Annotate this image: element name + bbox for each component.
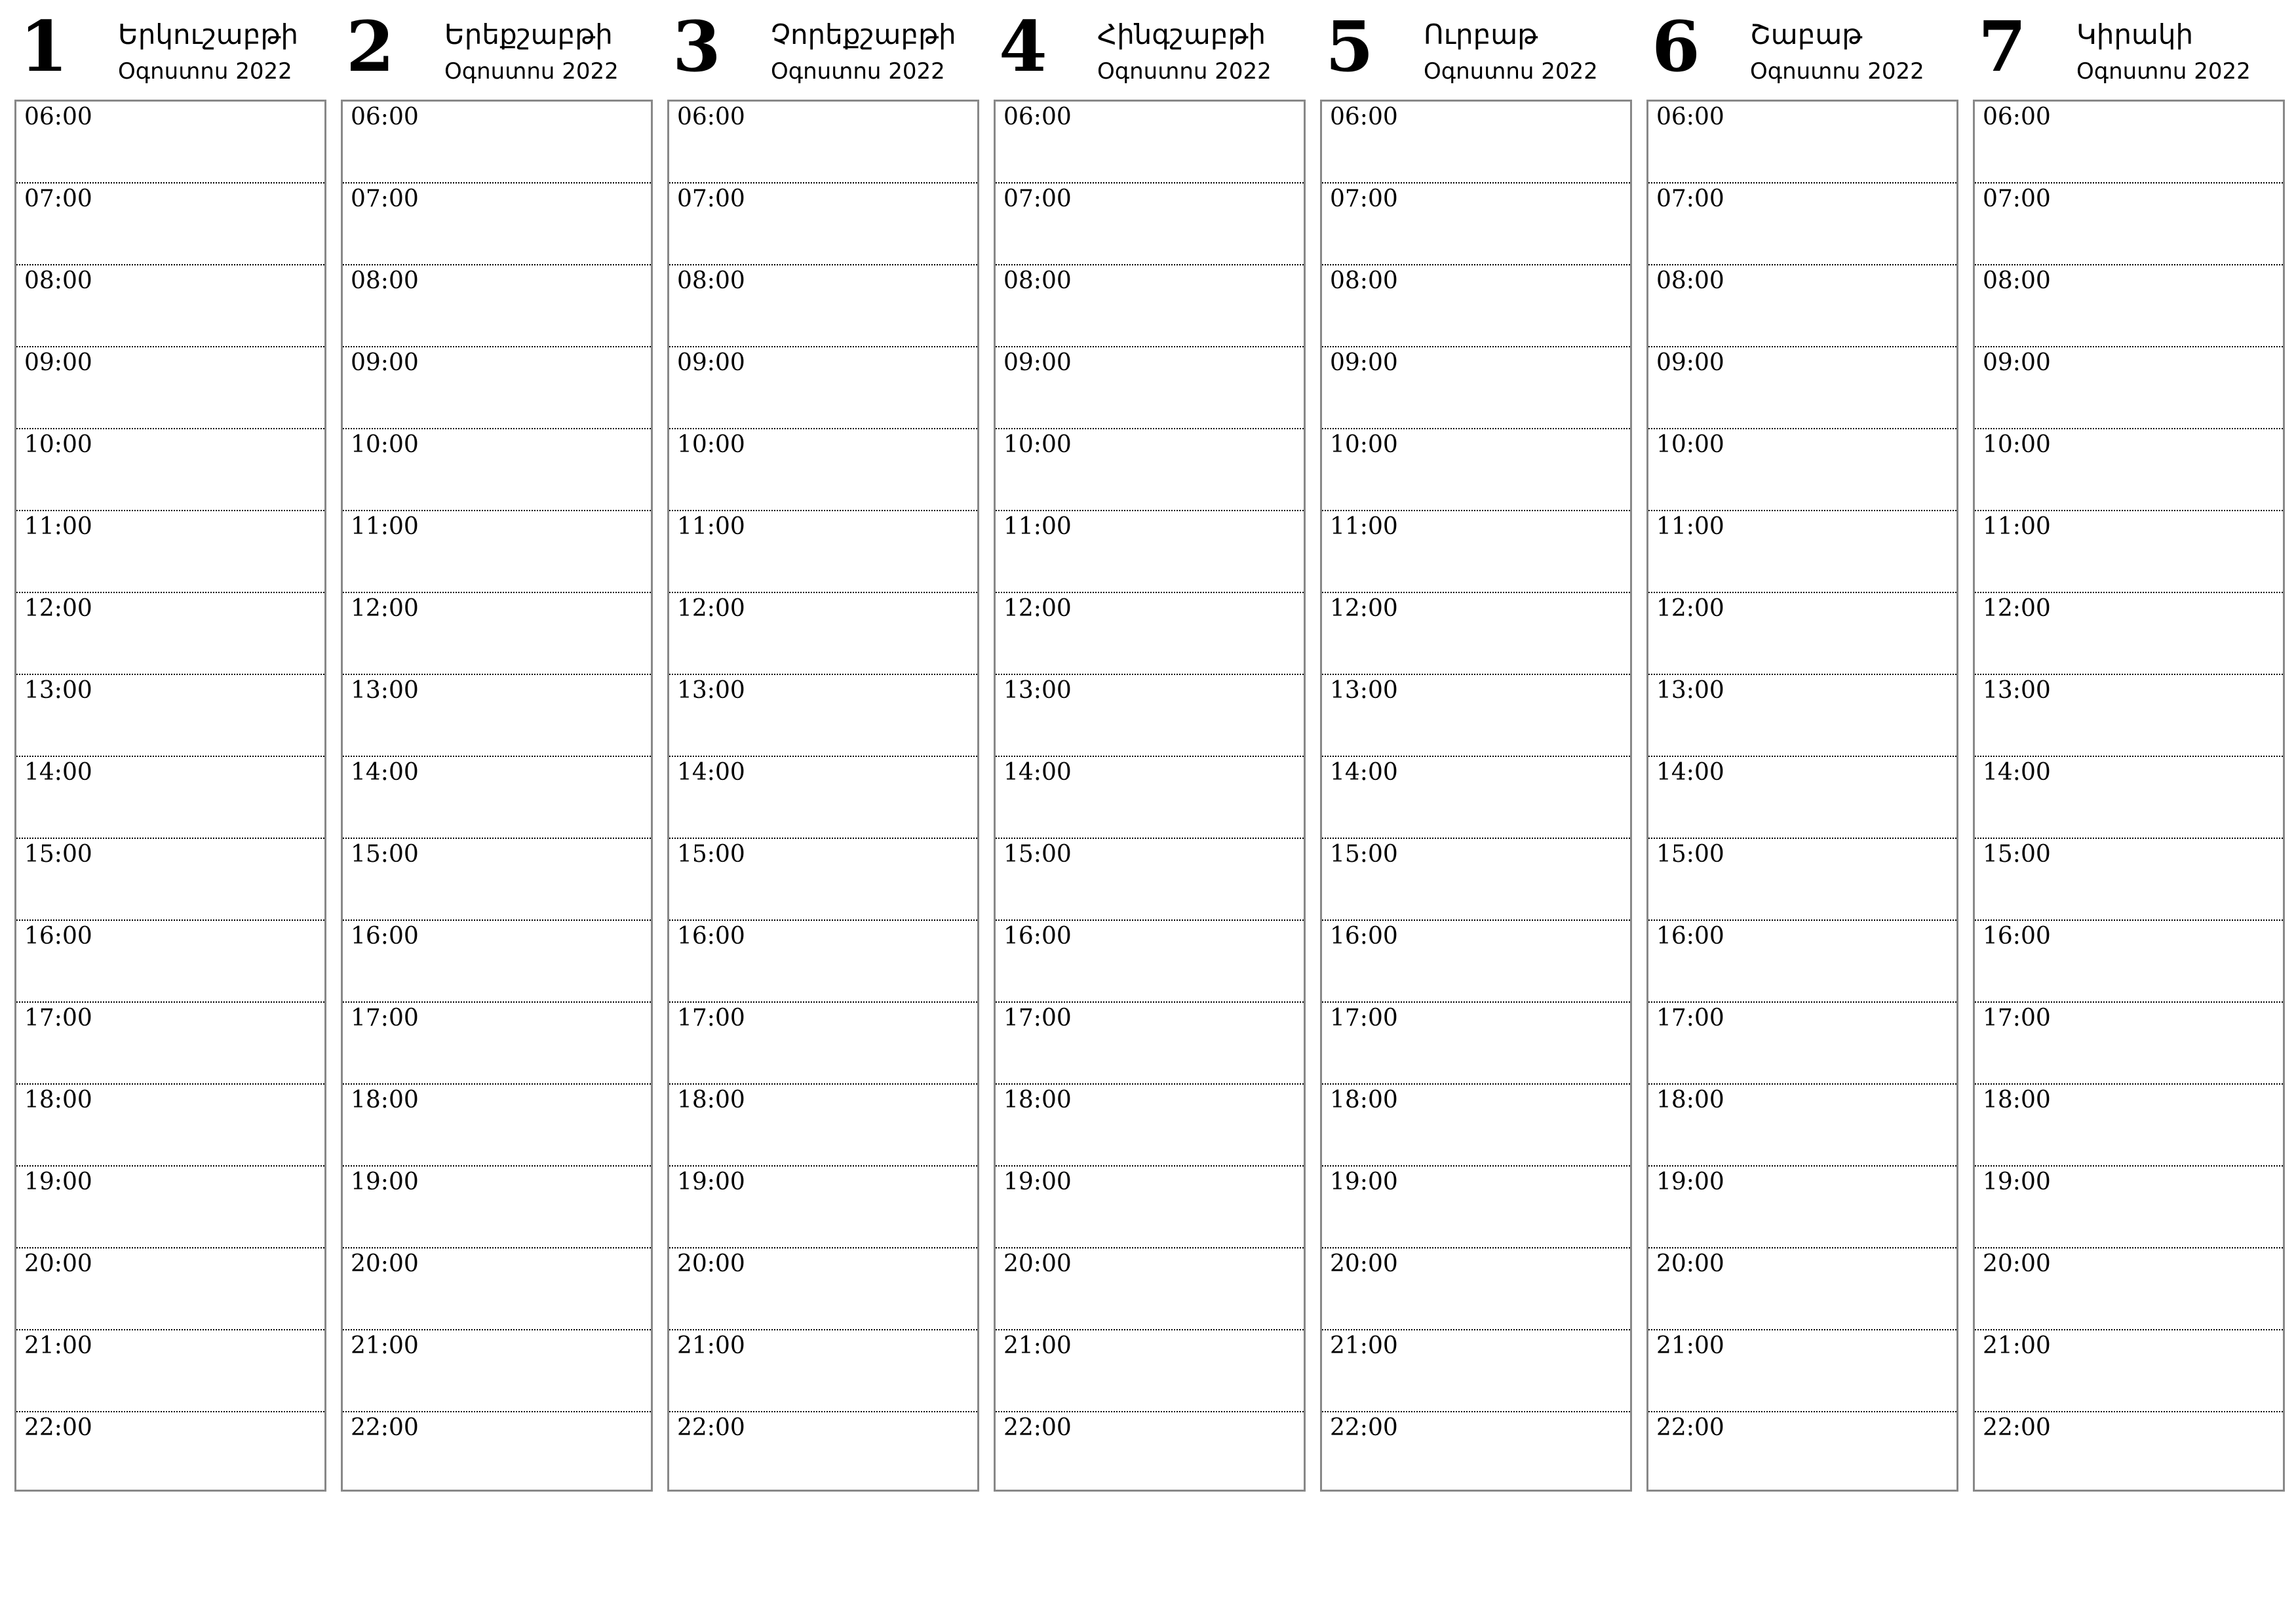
time-slot[interactable] — [996, 1412, 1304, 1494]
time-slot[interactable] — [343, 757, 651, 839]
time-label: 22:00 — [1330, 1414, 1398, 1441]
time-slot[interactable] — [343, 347, 651, 429]
time-slot[interactable] — [996, 1330, 1304, 1412]
time-slot[interactable] — [343, 102, 651, 184]
time-label: 06:00 — [1983, 104, 2051, 130]
time-label: 06:00 — [1656, 104, 1724, 130]
time-slot[interactable] — [343, 1330, 651, 1412]
day-schedule-box — [1646, 100, 1958, 1492]
time-slot[interactable] — [343, 1248, 651, 1330]
day-column-2 — [341, 0, 654, 1501]
time-slot[interactable] — [1975, 1412, 2283, 1494]
time-label: 13:00 — [1330, 677, 1398, 704]
time-label: 10:00 — [24, 431, 92, 458]
time-label: 13:00 — [1656, 677, 1724, 704]
time-label: 08:00 — [1656, 267, 1724, 294]
day-column-5 — [1320, 0, 1633, 1501]
time-slot[interactable] — [1648, 184, 1956, 265]
time-label: 12:00 — [1656, 595, 1724, 622]
time-label: 17:00 — [1330, 1005, 1398, 1032]
time-label: 18:00 — [677, 1087, 745, 1113]
time-label: 22:00 — [1983, 1414, 2051, 1441]
time-label: 15:00 — [24, 841, 92, 868]
time-slot[interactable] — [1648, 1330, 1956, 1412]
time-label: 11:00 — [677, 513, 745, 540]
time-slot[interactable] — [1322, 102, 1630, 184]
day-month-year: Օգոստոս 2022 — [2076, 58, 2251, 85]
day-month-year: Օգոստոս 2022 — [1097, 58, 1272, 85]
time-label: 08:00 — [677, 267, 745, 294]
time-slot[interactable] — [996, 675, 1304, 757]
time-label: 15:00 — [1656, 841, 1724, 868]
day-column-1 — [14, 0, 328, 1501]
time-slot[interactable] — [16, 511, 324, 593]
time-slot[interactable] — [1975, 511, 2283, 593]
time-slot[interactable] — [343, 839, 651, 921]
time-label: 18:00 — [1003, 1087, 1072, 1113]
time-label: 08:00 — [351, 267, 419, 294]
time-label: 18:00 — [24, 1087, 92, 1113]
day-header — [341, 0, 654, 100]
day-schedule-box — [341, 100, 653, 1492]
time-slot[interactable] — [1975, 1085, 2283, 1167]
time-label: 06:00 — [351, 104, 419, 130]
time-slot[interactable] — [669, 265, 977, 347]
day-schedule-box — [14, 100, 326, 1492]
day-name: Չորեքշաբթի — [771, 18, 956, 50]
time-label: 13:00 — [1003, 677, 1072, 704]
time-label: 14:00 — [1656, 759, 1724, 786]
day-name: Հինգշաբթի — [1097, 18, 1266, 50]
time-label: 22:00 — [1656, 1414, 1724, 1441]
time-slot[interactable] — [1322, 1003, 1630, 1085]
time-label: 13:00 — [677, 677, 745, 704]
time-slot[interactable] — [996, 1248, 1304, 1330]
time-label: 11:00 — [1656, 513, 1724, 540]
time-label: 20:00 — [1983, 1250, 2051, 1277]
time-slot[interactable] — [16, 1003, 324, 1085]
day-schedule-box — [1973, 100, 2285, 1492]
time-slot[interactable] — [343, 1412, 651, 1494]
day-month-year: Օգոստոս 2022 — [118, 58, 292, 85]
time-slot[interactable] — [996, 1167, 1304, 1248]
time-label: 22:00 — [1003, 1414, 1072, 1441]
time-slot[interactable] — [343, 593, 651, 675]
time-slot[interactable] — [1975, 675, 2283, 757]
time-slot[interactable] — [1648, 839, 1956, 921]
time-slot[interactable] — [16, 757, 324, 839]
time-slot[interactable] — [1322, 1330, 1630, 1412]
time-slot[interactable] — [669, 839, 977, 921]
time-label: 19:00 — [351, 1169, 419, 1195]
time-label: 13:00 — [351, 677, 419, 704]
time-label: 15:00 — [1003, 841, 1072, 868]
time-slot[interactable] — [996, 839, 1304, 921]
time-slot[interactable] — [343, 265, 651, 347]
day-column-4 — [994, 0, 1307, 1501]
time-slot[interactable] — [1975, 1167, 2283, 1248]
time-slot[interactable] — [343, 511, 651, 593]
day-header — [994, 0, 1307, 100]
time-slot[interactable] — [996, 593, 1304, 675]
time-label: 08:00 — [1330, 267, 1398, 294]
day-header — [1646, 0, 1960, 100]
time-slot[interactable] — [1322, 184, 1630, 265]
time-label: 15:00 — [1330, 841, 1398, 868]
time-label: 17:00 — [1003, 1005, 1072, 1032]
time-label: 22:00 — [677, 1414, 745, 1441]
time-label: 15:00 — [1983, 841, 2051, 868]
time-slot[interactable] — [1648, 511, 1956, 593]
time-label: 07:00 — [1656, 185, 1724, 212]
time-label: 12:00 — [24, 595, 92, 622]
time-slot[interactable] — [996, 184, 1304, 265]
time-slot[interactable] — [1322, 921, 1630, 1003]
time-slot[interactable] — [669, 593, 977, 675]
time-slot[interactable] — [1975, 757, 2283, 839]
time-label: 08:00 — [1983, 267, 2051, 294]
time-slot[interactable] — [1975, 429, 2283, 511]
time-slot[interactable] — [669, 1248, 977, 1330]
day-column-3 — [667, 0, 981, 1501]
time-slot[interactable] — [1975, 265, 2283, 347]
day-number: 7 — [1978, 5, 2027, 87]
time-label: 13:00 — [24, 677, 92, 704]
time-label: 20:00 — [1656, 1250, 1724, 1277]
time-label: 07:00 — [24, 185, 92, 212]
time-label: 09:00 — [1656, 349, 1724, 376]
time-label: 06:00 — [1003, 104, 1072, 130]
time-slot[interactable] — [669, 1003, 977, 1085]
day-header — [1320, 0, 1633, 100]
day-month-year: Օգոստոս 2022 — [771, 58, 945, 85]
time-label: 10:00 — [677, 431, 745, 458]
day-month-year: Օգոստոս 2022 — [1424, 58, 1598, 85]
time-slot[interactable] — [16, 1248, 324, 1330]
time-label: 14:00 — [1330, 759, 1398, 786]
time-label: 16:00 — [1003, 923, 1072, 950]
time-label: 16:00 — [351, 923, 419, 950]
time-slot[interactable] — [1975, 839, 2283, 921]
time-slot[interactable] — [669, 675, 977, 757]
day-header — [1973, 0, 2286, 100]
time-label: 19:00 — [1330, 1169, 1398, 1195]
time-slot[interactable] — [1648, 265, 1956, 347]
day-month-year: Օգոստոս 2022 — [1750, 58, 1924, 85]
time-label: 18:00 — [1656, 1087, 1724, 1113]
time-label: 20:00 — [351, 1250, 419, 1277]
time-label: 19:00 — [24, 1169, 92, 1195]
time-label: 17:00 — [351, 1005, 419, 1032]
time-slot[interactable] — [1322, 347, 1630, 429]
day-name: Երկուշաբթի — [118, 18, 298, 50]
time-slot[interactable] — [996, 757, 1304, 839]
time-label: 09:00 — [1330, 349, 1398, 376]
time-slot[interactable] — [16, 265, 324, 347]
time-slot[interactable] — [669, 757, 977, 839]
time-label: 17:00 — [1656, 1005, 1724, 1032]
time-slot[interactable] — [669, 1085, 977, 1167]
time-slot[interactable] — [669, 184, 977, 265]
time-label: 14:00 — [677, 759, 745, 786]
time-label: 17:00 — [24, 1005, 92, 1032]
day-name: Շաբաթ — [1750, 18, 1863, 50]
time-label: 09:00 — [24, 349, 92, 376]
time-slot[interactable] — [996, 429, 1304, 511]
time-slot[interactable] — [996, 347, 1304, 429]
day-number: 4 — [999, 5, 1047, 87]
time-label: 19:00 — [1983, 1169, 2051, 1195]
time-slot[interactable] — [996, 1085, 1304, 1167]
time-slot[interactable] — [16, 1330, 324, 1412]
time-label: 11:00 — [351, 513, 419, 540]
time-slot[interactable] — [1322, 1248, 1630, 1330]
time-label: 18:00 — [351, 1087, 419, 1113]
time-label: 14:00 — [1003, 759, 1072, 786]
time-label: 16:00 — [1330, 923, 1398, 950]
time-slot[interactable] — [1322, 757, 1630, 839]
time-label: 07:00 — [677, 185, 745, 212]
time-label: 21:00 — [1330, 1332, 1398, 1359]
time-slot[interactable] — [1975, 1330, 2283, 1412]
time-label: 07:00 — [351, 185, 419, 212]
time-label: 21:00 — [1003, 1332, 1072, 1359]
time-label: 20:00 — [1003, 1250, 1072, 1277]
time-slot[interactable] — [1975, 921, 2283, 1003]
time-label: 20:00 — [677, 1250, 745, 1277]
time-slot[interactable] — [669, 1412, 977, 1494]
time-slot[interactable] — [16, 184, 324, 265]
time-label: 08:00 — [1003, 267, 1072, 294]
time-label: 11:00 — [1983, 513, 2051, 540]
time-label: 15:00 — [351, 841, 419, 868]
time-label: 09:00 — [1003, 349, 1072, 376]
time-label: 09:00 — [351, 349, 419, 376]
time-label: 21:00 — [1656, 1332, 1724, 1359]
time-slot[interactable] — [16, 1167, 324, 1248]
time-label: 22:00 — [351, 1414, 419, 1441]
time-slot[interactable] — [16, 593, 324, 675]
time-label: 21:00 — [351, 1332, 419, 1359]
time-slot[interactable] — [1975, 102, 2283, 184]
day-column-6 — [1646, 0, 1960, 1501]
time-slot[interactable] — [1322, 1412, 1630, 1494]
time-slot[interactable] — [1648, 593, 1956, 675]
time-slot[interactable] — [1322, 429, 1630, 511]
time-label: 10:00 — [1330, 431, 1398, 458]
time-slot[interactable] — [16, 839, 324, 921]
time-label: 06:00 — [24, 104, 92, 130]
time-label: 10:00 — [1983, 431, 2051, 458]
time-slot[interactable] — [16, 102, 324, 184]
time-slot[interactable] — [16, 1085, 324, 1167]
time-slot[interactable] — [1648, 102, 1956, 184]
time-label: 17:00 — [1983, 1005, 2051, 1032]
time-label: 16:00 — [677, 923, 745, 950]
time-slot[interactable] — [1648, 347, 1956, 429]
time-slot[interactable] — [1648, 1167, 1956, 1248]
time-label: 09:00 — [1983, 349, 2051, 376]
time-slot[interactable] — [1648, 921, 1956, 1003]
time-slot[interactable] — [996, 1003, 1304, 1085]
time-slot[interactable] — [16, 675, 324, 757]
time-label: 12:00 — [1003, 595, 1072, 622]
time-label: 16:00 — [24, 923, 92, 950]
time-label: 10:00 — [1656, 431, 1724, 458]
time-slot[interactable] — [669, 1330, 977, 1412]
day-schedule-box — [1320, 100, 1632, 1492]
time-slot[interactable] — [343, 429, 651, 511]
time-slot[interactable] — [1648, 1085, 1956, 1167]
time-slot[interactable] — [343, 184, 651, 265]
time-slot[interactable] — [343, 921, 651, 1003]
time-slot[interactable] — [343, 675, 651, 757]
time-label: 06:00 — [1330, 104, 1398, 130]
day-name: Կիրակի — [2076, 18, 2194, 50]
time-label: 14:00 — [1983, 759, 2051, 786]
day-number: 5 — [1325, 5, 1374, 87]
day-month-year: Օգոստոս 2022 — [444, 58, 619, 85]
day-number: 6 — [1652, 5, 1700, 87]
time-slot[interactable] — [1322, 265, 1630, 347]
day-number: 1 — [20, 5, 68, 87]
time-slot[interactable] — [1975, 184, 2283, 265]
time-slot[interactable] — [669, 102, 977, 184]
time-slot[interactable] — [16, 1412, 324, 1494]
time-slot[interactable] — [1648, 1248, 1956, 1330]
time-slot[interactable] — [1648, 757, 1956, 839]
time-label: 10:00 — [351, 431, 419, 458]
time-label: 22:00 — [24, 1414, 92, 1441]
time-slot[interactable] — [16, 347, 324, 429]
time-label: 15:00 — [677, 841, 745, 868]
time-label: 19:00 — [677, 1169, 745, 1195]
time-label: 12:00 — [351, 595, 419, 622]
time-label: 14:00 — [24, 759, 92, 786]
time-slot[interactable] — [16, 921, 324, 1003]
time-label: 18:00 — [1330, 1087, 1398, 1113]
day-number: 3 — [672, 5, 721, 87]
day-name: Ուրբաթ — [1424, 18, 1538, 50]
time-label: 10:00 — [1003, 431, 1072, 458]
time-label: 09:00 — [677, 349, 745, 376]
time-label: 11:00 — [1003, 513, 1072, 540]
time-slot[interactable] — [669, 1167, 977, 1248]
time-label: 18:00 — [1983, 1087, 2051, 1113]
day-schedule-box — [994, 100, 1306, 1492]
day-name: Երեքշաբթի — [444, 18, 613, 50]
time-slot[interactable] — [343, 1003, 651, 1085]
time-label: 21:00 — [24, 1332, 92, 1359]
time-slot[interactable] — [669, 511, 977, 593]
time-slot[interactable] — [669, 429, 977, 511]
time-label: 06:00 — [677, 104, 745, 130]
time-slot[interactable] — [1648, 1003, 1956, 1085]
time-label: 13:00 — [1983, 677, 2051, 704]
time-label: 12:00 — [1330, 595, 1398, 622]
time-slot[interactable] — [1648, 675, 1956, 757]
time-label: 07:00 — [1330, 185, 1398, 212]
time-label: 14:00 — [351, 759, 419, 786]
time-label: 11:00 — [1330, 513, 1398, 540]
time-slot[interactable] — [669, 347, 977, 429]
time-slot[interactable] — [996, 921, 1304, 1003]
time-label: 19:00 — [1003, 1169, 1072, 1195]
time-label: 08:00 — [24, 267, 92, 294]
time-label: 16:00 — [1656, 923, 1724, 950]
day-schedule-box — [667, 100, 979, 1492]
time-label: 12:00 — [1983, 595, 2051, 622]
time-slot[interactable] — [1975, 1003, 2283, 1085]
time-slot[interactable] — [343, 1085, 651, 1167]
time-label: 11:00 — [24, 513, 92, 540]
time-label: 12:00 — [677, 595, 745, 622]
time-slot[interactable] — [1322, 511, 1630, 593]
time-slot[interactable] — [1322, 675, 1630, 757]
time-label: 20:00 — [1330, 1250, 1398, 1277]
time-slot[interactable] — [1975, 593, 2283, 675]
day-number: 2 — [346, 5, 395, 87]
time-slot[interactable] — [16, 429, 324, 511]
time-slot[interactable] — [1322, 839, 1630, 921]
time-slot[interactable] — [1975, 347, 2283, 429]
time-slot[interactable] — [1648, 429, 1956, 511]
time-slot[interactable] — [1975, 1248, 2283, 1330]
time-label: 17:00 — [677, 1005, 745, 1032]
time-slot[interactable] — [1322, 1085, 1630, 1167]
time-label: 19:00 — [1656, 1169, 1724, 1195]
time-slot[interactable] — [996, 511, 1304, 593]
time-slot[interactable] — [1322, 1167, 1630, 1248]
time-slot[interactable] — [996, 265, 1304, 347]
time-label: 16:00 — [1983, 923, 2051, 950]
time-label: 07:00 — [1983, 185, 2051, 212]
day-header — [14, 0, 328, 100]
time-label: 21:00 — [1983, 1332, 2051, 1359]
day-column-7 — [1973, 0, 2286, 1501]
time-slot[interactable] — [1648, 1412, 1956, 1494]
time-slot[interactable] — [669, 921, 977, 1003]
day-header — [667, 0, 981, 100]
time-slot[interactable] — [1322, 593, 1630, 675]
time-label: 21:00 — [677, 1332, 745, 1359]
time-label: 07:00 — [1003, 185, 1072, 212]
time-slot[interactable] — [343, 1167, 651, 1248]
time-slot[interactable] — [996, 102, 1304, 184]
time-label: 20:00 — [24, 1250, 92, 1277]
